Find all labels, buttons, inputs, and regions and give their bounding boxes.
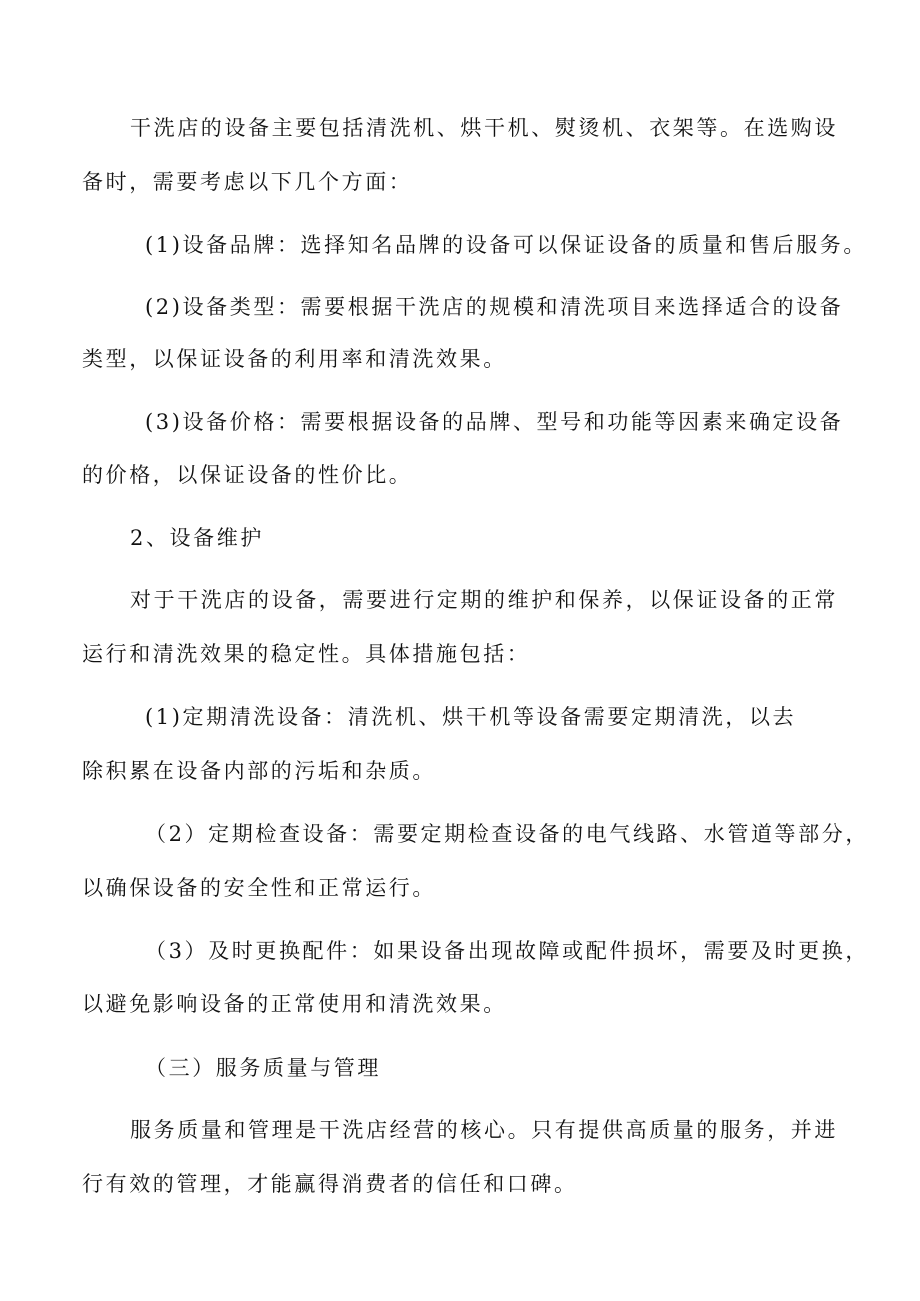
paragraph-equipment-intro-line-2: 备时，需要考虑以下几个方面：	[82, 170, 413, 194]
list-item-replace-parts-line-2: 以避免影响设备的正常使用和清洗效果。	[82, 992, 507, 1016]
list-item-equipment-brand: (1)设备品牌：选择知名品牌的设备可以保证设备的质量和售后服务。	[145, 233, 867, 257]
list-item-regular-inspection-line-2: 以确保设备的安全性和正常运行。	[82, 876, 436, 900]
list-item-equipment-price-line-1: (3)设备价格：需要根据设备的品牌、型号和功能等因素来确定设备	[145, 410, 844, 434]
list-item-equipment-type-line-1: (2)设备类型：需要根据干洗店的规模和清洗项目来选择适合的设备	[145, 295, 844, 319]
paragraph-service-quality-line-2: 行有效的管理，才能赢得消费者的信任和口碑。	[82, 1172, 578, 1196]
list-item-regular-cleaning-line-2: 除积累在设备内部的污垢和杂质。	[82, 759, 436, 783]
paragraph-maintenance-intro-line-2: 运行和清洗效果的稳定性。具体措施包括：	[82, 642, 531, 666]
list-item-regular-cleaning-line-1: (1)定期清洗设备：清洗机、烘干机等设备需要定期清洗，以去	[145, 705, 797, 729]
section-heading-equipment-maintenance: 2、设备维护	[130, 526, 264, 550]
list-item-equipment-price-line-2: 的价格，以保证设备的性价比。	[82, 463, 413, 487]
paragraph-equipment-intro-line-1: 干洗店的设备主要包括清洗机、烘干机、熨烫机、衣架等。在选购设	[130, 116, 838, 140]
paragraph-service-quality-line-1: 服务质量和管理是干洗店经营的核心。只有提供高质量的服务，并进	[130, 1118, 838, 1142]
list-item-replace-parts-line-1: （3）及时更换配件：如果设备出现故障或配件损坏，需要及时更换，	[145, 939, 869, 963]
paragraph-maintenance-intro-line-1: 对于干洗店的设备，需要进行定期的维护和保养，以保证设备的正常	[130, 588, 838, 612]
list-item-regular-inspection-line-1: （2）定期检查设备：需要定期检查设备的电气线路、水管道等部分，	[145, 822, 869, 846]
section-heading-service-quality: （三）服务质量与管理	[145, 1056, 381, 1080]
list-item-equipment-type-line-2: 类型，以保证设备的利用率和清洗效果。	[82, 347, 507, 371]
